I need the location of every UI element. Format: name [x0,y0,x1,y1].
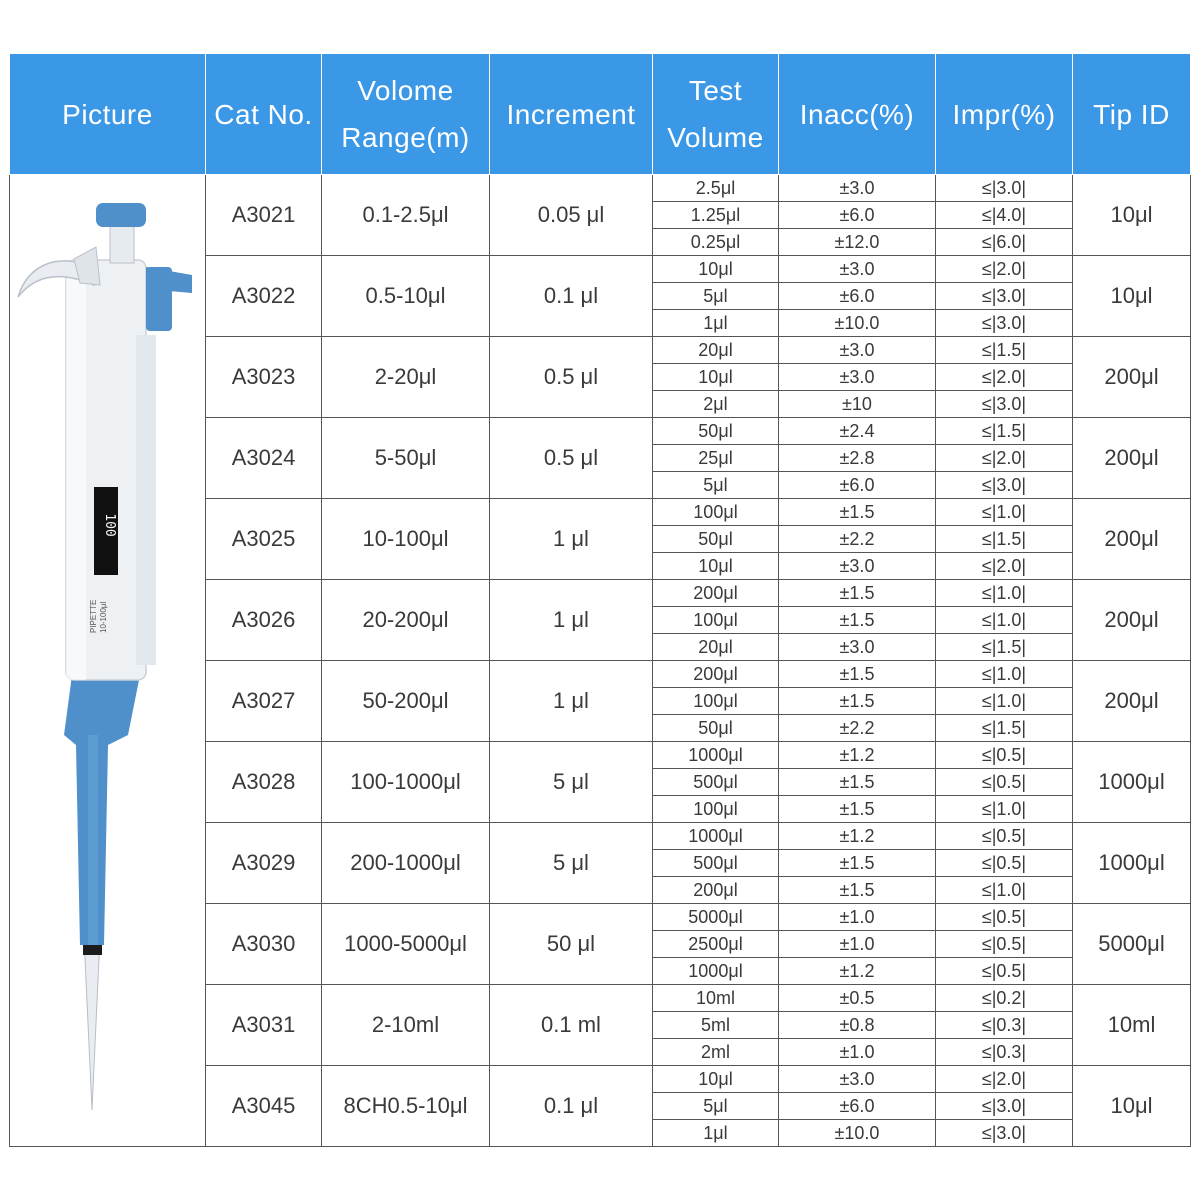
tip-id-cell: 10μl [1073,1066,1191,1147]
inacc-cell: ±6.0 [779,202,936,229]
inacc-cell: ±1.2 [779,958,936,985]
test-volume-cell: 1μl [653,1120,779,1147]
impr-cell: ≤|0.5| [936,904,1073,931]
tip-id-cell: 10μl [1073,256,1191,337]
volume-range-cell: 5-50μl [322,418,490,499]
impr-cell: ≤|1.5| [936,715,1073,742]
impr-cell: ≤|1.5| [936,418,1073,445]
increment-cell: 1 μl [490,580,653,661]
test-volume-cell: 1000μl [653,742,779,769]
volume-range-cell: 2-10ml [322,985,490,1066]
impr-cell: ≤|3.0| [936,310,1073,337]
test-volume-cell: 2.5μl [653,175,779,202]
cat-no-cell: A3031 [206,985,322,1066]
increment-cell: 50 μl [490,904,653,985]
impr-cell: ≤|2.0| [936,1066,1073,1093]
inacc-cell: ±3.0 [779,337,936,364]
test-volume-cell: 2μl [653,391,779,418]
test-volume-cell: 25μl [653,445,779,472]
impr-cell: ≤|3.0| [936,472,1073,499]
table-row [10,175,1191,202]
test-volume-cell: 5μl [653,472,779,499]
test-volume-cell: 5ml [653,1012,779,1039]
inacc-cell: ±3.0 [779,634,936,661]
inacc-cell: ±10 [779,391,936,418]
impr-cell: ≤|1.0| [936,499,1073,526]
inacc-cell: ±6.0 [779,1093,936,1120]
volume-range-cell: 50-200μl [322,661,490,742]
tip-id-cell: 200μl [1073,418,1191,499]
cat-no-cell: A3025 [206,499,322,580]
test-volume-cell: 100μl [653,499,779,526]
test-volume-cell: 5μl [653,1093,779,1120]
impr-cell: ≤|1.0| [936,580,1073,607]
increment-cell: 1 μl [490,499,653,580]
test-volume-cell: 100μl [653,796,779,823]
test-volume-cell: 2ml [653,1039,779,1066]
impr-cell: ≤|0.5| [936,850,1073,877]
test-volume-cell: 200μl [653,661,779,688]
increment-cell: 0.5 μl [490,337,653,418]
impr-cell: ≤|3.0| [936,391,1073,418]
impr-cell: ≤|2.0| [936,256,1073,283]
inacc-cell: ±1.5 [779,877,936,904]
counter-readout: 100 [102,513,117,537]
header-inacc: Inacc(%) [779,54,936,175]
impr-cell: ≤|1.0| [936,661,1073,688]
test-volume-cell: 50μl [653,418,779,445]
test-volume-cell: 5000μl [653,904,779,931]
header-cat-no: Cat No. [206,54,322,175]
header-test-volume: Test Volume [653,54,779,175]
impr-cell: ≤|0.5| [936,742,1073,769]
inacc-cell: ±1.5 [779,499,936,526]
impr-cell: ≤|1.0| [936,688,1073,715]
inacc-cell: ±1.0 [779,931,936,958]
volume-range-cell: 1000-5000μl [322,904,490,985]
inacc-cell: ±3.0 [779,364,936,391]
inacc-cell: ±1.0 [779,1039,936,1066]
impr-cell: ≤|0.3| [936,1039,1073,1066]
cat-no-cell: A3021 [206,175,322,256]
test-volume-cell: 2500μl [653,931,779,958]
spec-table [9,53,1191,1147]
cat-no-cell: A3023 [206,337,322,418]
inacc-cell: ±12.0 [779,229,936,256]
tip-id-cell: 200μl [1073,337,1191,418]
inacc-cell: ±3.0 [779,175,936,202]
impr-cell: ≤|4.0| [936,202,1073,229]
test-volume-cell: 10ml [653,985,779,1012]
volume-range-cell: 0.1-2.5μl [322,175,490,256]
test-volume-cell: 500μl [653,769,779,796]
test-volume-cell: 500μl [653,850,779,877]
inacc-cell: ±2.8 [779,445,936,472]
test-volume-cell: 1μl [653,310,779,337]
picture-cell [10,175,206,1147]
tip-id-cell: 1000μl [1073,742,1191,823]
inacc-cell: ±3.0 [779,1066,936,1093]
test-volume-cell: 1000μl [653,823,779,850]
inacc-cell: ±1.2 [779,823,936,850]
volume-range-cell: 0.5-10μl [322,256,490,337]
tip-id-cell: 5000μl [1073,904,1191,985]
test-volume-cell: 100μl [653,607,779,634]
impr-cell: ≤|0.5| [936,823,1073,850]
test-volume-cell: 10μl [653,553,779,580]
volume-range-cell: 8CH0.5-10μl [322,1066,490,1147]
header-volume-range: Volome Range(m) [322,54,490,175]
volume-range-cell: 20-200μl [322,580,490,661]
impr-cell: ≤|2.0| [936,445,1073,472]
impr-cell: ≤|1.0| [936,607,1073,634]
inacc-cell: ±3.0 [779,256,936,283]
inacc-cell: ±1.5 [779,796,936,823]
test-volume-cell: 1.25μl [653,202,779,229]
impr-cell: ≤|3.0| [936,1120,1073,1147]
increment-cell: 0.1 ml [490,985,653,1066]
cat-no-cell: A3045 [206,1066,322,1147]
increment-cell: 1 μl [490,661,653,742]
pipette-label-2: 10-100μl [99,601,108,633]
cat-no-cell: A3026 [206,580,322,661]
test-volume-cell: 20μl [653,634,779,661]
inacc-cell: ±3.0 [779,553,936,580]
tip-id-cell: 10ml [1073,985,1191,1066]
volume-range-cell: 2-20μl [322,337,490,418]
header-impr: Impr(%) [936,54,1073,175]
inacc-cell: ±1.5 [779,607,936,634]
tip-id-cell: 10μl [1073,175,1191,256]
test-volume-cell: 10μl [653,1066,779,1093]
impr-cell: ≤|0.2| [936,985,1073,1012]
header-row [10,54,1191,175]
cat-no-cell: A3030 [206,904,322,985]
cat-no-cell: A3029 [206,823,322,904]
inacc-cell: ±1.5 [779,769,936,796]
inacc-cell: ±1.2 [779,742,936,769]
increment-cell: 5 μl [490,742,653,823]
impr-cell: ≤|0.3| [936,1012,1073,1039]
volume-range-cell: 10-100μl [322,499,490,580]
header-picture: Picture [10,54,206,175]
impr-cell: ≤|3.0| [936,1093,1073,1120]
header-tip-id: Tip ID [1073,54,1191,175]
inacc-cell: ±2.2 [779,715,936,742]
cat-no-cell: A3028 [206,742,322,823]
inacc-cell: ±6.0 [779,283,936,310]
impr-cell: ≤|2.0| [936,364,1073,391]
impr-cell: ≤|0.5| [936,931,1073,958]
inacc-cell: ±10.0 [779,1120,936,1147]
impr-cell: ≤|1.0| [936,796,1073,823]
impr-cell: ≤|6.0| [936,229,1073,256]
impr-cell: ≤|1.5| [936,337,1073,364]
table-body [10,175,1191,1147]
test-volume-cell: 10μl [653,364,779,391]
inacc-cell: ±6.0 [779,472,936,499]
test-volume-cell: 10μl [653,256,779,283]
inacc-cell: ±1.5 [779,661,936,688]
pipette-image [10,175,206,1127]
test-volume-cell: 0.25μl [653,229,779,256]
impr-cell: ≤|2.0| [936,553,1073,580]
impr-cell: ≤|1.5| [936,634,1073,661]
header-increment: Increment [490,54,653,175]
inacc-cell: ±1.5 [779,580,936,607]
test-volume-cell: 100μl [653,688,779,715]
increment-cell: 5 μl [490,823,653,904]
test-volume-cell: 200μl [653,877,779,904]
tip-id-cell: 1000μl [1073,823,1191,904]
tip-id-cell: 200μl [1073,580,1191,661]
volume-range-cell: 100-1000μl [322,742,490,823]
impr-cell: ≤|3.0| [936,283,1073,310]
test-volume-cell: 200μl [653,580,779,607]
test-volume-cell: 50μl [653,715,779,742]
tip-id-cell: 200μl [1073,499,1191,580]
tip-id-cell: 200μl [1073,661,1191,742]
increment-cell: 0.1 μl [490,1066,653,1147]
cat-no-cell: A3027 [206,661,322,742]
increment-cell: 0.05 μl [490,175,653,256]
inacc-cell: ±2.4 [779,418,936,445]
impr-cell: ≤|0.5| [936,958,1073,985]
inacc-cell: ±0.8 [779,1012,936,1039]
inacc-cell: ±1.0 [779,904,936,931]
test-volume-cell: 20μl [653,337,779,364]
impr-cell: ≤|1.5| [936,526,1073,553]
impr-cell: ≤|0.5| [936,769,1073,796]
volume-range-cell: 200-1000μl [322,823,490,904]
inacc-cell: ±1.5 [779,688,936,715]
impr-cell: ≤|3.0| [936,175,1073,202]
inacc-cell: ±1.5 [779,850,936,877]
inacc-cell: ±10.0 [779,310,936,337]
increment-cell: 0.5 μl [490,418,653,499]
test-volume-cell: 50μl [653,526,779,553]
inacc-cell: ±2.2 [779,526,936,553]
impr-cell: ≤|1.0| [936,877,1073,904]
test-volume-cell: 5μl [653,283,779,310]
cat-no-cell: A3024 [206,418,322,499]
pipette-label-1: PIPETTE [89,599,98,633]
cat-no-cell: A3022 [206,256,322,337]
inacc-cell: ±0.5 [779,985,936,1012]
test-volume-cell: 1000μl [653,958,779,985]
increment-cell: 0.1 μl [490,256,653,337]
